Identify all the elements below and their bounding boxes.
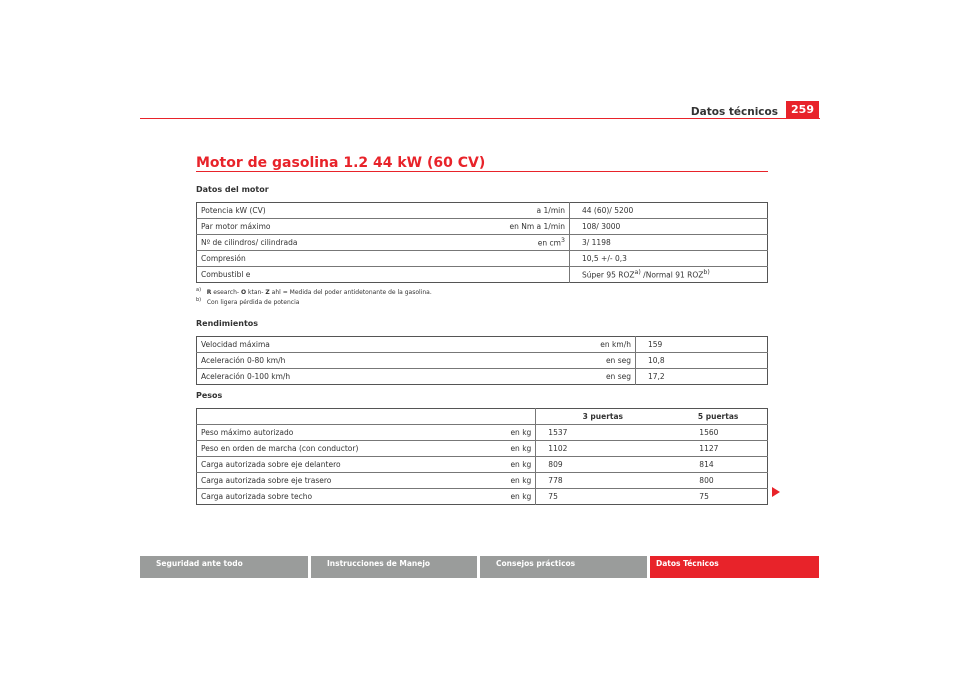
unit-text: en cm [537, 238, 561, 248]
footnote-mark: b) [196, 297, 202, 303]
row-unit: en Nm a 1/min [482, 219, 569, 235]
row-label: Aceleración 0-80 km/h [197, 353, 483, 369]
column-header-5-doors: 5 puertas [669, 409, 767, 425]
row-value: 10,8 [635, 353, 767, 369]
table-row [197, 337, 768, 353]
footnote-bold: R [206, 289, 212, 296]
table-row [197, 203, 768, 219]
row-value: 3/ 1198 [569, 235, 767, 251]
continue-arrow-icon[interactable] [772, 487, 780, 497]
table-row [197, 489, 768, 505]
row-unit: en kg [482, 441, 536, 457]
table-row [197, 457, 768, 473]
performance-table [196, 336, 768, 385]
footnote-bold: O [240, 289, 247, 296]
table-row [197, 219, 768, 235]
unit-superscript: 3 [560, 237, 565, 245]
row-value: 10,5 +/- 0,3 [569, 251, 767, 267]
row-value: 159 [635, 337, 767, 353]
row-unit: a 1/min [482, 203, 569, 219]
header-rule [140, 118, 820, 119]
footnote-ref-a: a) [634, 269, 641, 277]
fuel-text-normal: /Normal 91 ROZ [640, 270, 704, 280]
footnote-ref-b: b) [703, 269, 710, 277]
table-row [197, 473, 768, 489]
header-empty [197, 409, 483, 425]
running-header-title: Datos técnicos [690, 106, 778, 118]
row-label: Par motor máximo [197, 219, 483, 235]
row-label: Carga autorizada sobre eje trasero [197, 473, 483, 489]
nav-tab-instrucciones[interactable]: Instrucciones de Manejo [311, 556, 477, 578]
row-unit: en kg [482, 473, 536, 489]
row-value [569, 267, 767, 283]
row-unit: en seg [482, 353, 635, 369]
row-value-5-doors: 814 [669, 457, 767, 473]
engine-data-title: Datos del motor [196, 185, 269, 194]
table-row [197, 353, 768, 369]
row-value: 108/ 3000 [569, 219, 767, 235]
row-label: Peso en orden de marcha (con conductor) [197, 441, 483, 457]
footnote-text: ahl = Medida del poder antidetonante de la gasolina. [269, 289, 432, 296]
row-label: Aceleración 0-100 km/h [201, 372, 291, 381]
row-label: Velocidad máxima [197, 337, 483, 353]
header-empty-unit [482, 409, 536, 425]
row-value-3-doors: 1537 [536, 425, 670, 441]
row-value-5-doors: 1560 [669, 425, 767, 441]
row-label: Compresión [197, 251, 483, 267]
footnote-bold: Z [265, 289, 270, 296]
row-unit: en kg [482, 457, 536, 473]
table-row [197, 425, 768, 441]
row-unit [482, 251, 569, 267]
engine-data-table [196, 202, 768, 283]
row-value-5-doors: 800 [669, 473, 767, 489]
table-row [197, 369, 768, 385]
row-unit: en km/h [482, 337, 635, 353]
row-value-3-doors: 778 [536, 473, 670, 489]
footnote-text: Con ligera pérdida de potencia [206, 299, 300, 306]
footnote-mark: a) [196, 287, 202, 293]
row-value-3-doors: 75 [548, 492, 558, 501]
row-value-3-doors: 809 [536, 457, 670, 473]
row-label: Nº de cilindros/ cilindrada [197, 235, 483, 251]
row-label: Carga autorizada sobre techo [201, 492, 313, 501]
footnote-a [196, 287, 432, 296]
nav-tab-seguridad[interactable]: Seguridad ante todo [140, 556, 308, 578]
table-header-row [197, 409, 768, 425]
footnote-text: ktan- [246, 289, 266, 296]
row-label: Carga autorizada sobre eje delantero [197, 457, 483, 473]
table-row [197, 235, 768, 251]
table-row [197, 267, 768, 283]
row-label: Peso máximo autorizado [197, 425, 483, 441]
table-row [197, 441, 768, 457]
weights-title: Pesos [196, 391, 223, 400]
row-value: 17,2 [647, 372, 665, 381]
row-value-5-doors: 75 [699, 492, 709, 501]
row-value-5-doors: 1127 [669, 441, 767, 457]
row-label: Potencia kW (CV) [197, 203, 483, 219]
fuel-text: Súper 95 ROZ [581, 270, 635, 280]
heading-rule [196, 171, 768, 172]
row-unit: en kg [482, 489, 536, 505]
row-unit: en kg [482, 425, 536, 441]
row-label: Combustibl e [201, 270, 251, 279]
weights-table [196, 408, 768, 505]
nav-tab-datos-tecnicos[interactable]: Datos Técnicos [650, 556, 819, 578]
column-header-3-doors: 3 puertas [536, 409, 670, 425]
footnote-b [196, 297, 299, 306]
row-unit: en seg [482, 369, 635, 385]
row-value: 44 (60)/ 5200 [569, 203, 767, 219]
row-value-3-doors: 1102 [536, 441, 670, 457]
page-number: 259 [786, 101, 819, 118]
section-heading: Motor de gasolina 1.2 44 kW (60 CV) [196, 155, 486, 171]
nav-tab-consejos[interactable]: Consejos prácticos [480, 556, 647, 578]
table-row [197, 251, 768, 267]
row-unit [482, 235, 569, 251]
row-unit [482, 267, 569, 283]
performance-title: Rendimientos [196, 319, 259, 328]
footnote-text: esearch- [211, 289, 241, 296]
